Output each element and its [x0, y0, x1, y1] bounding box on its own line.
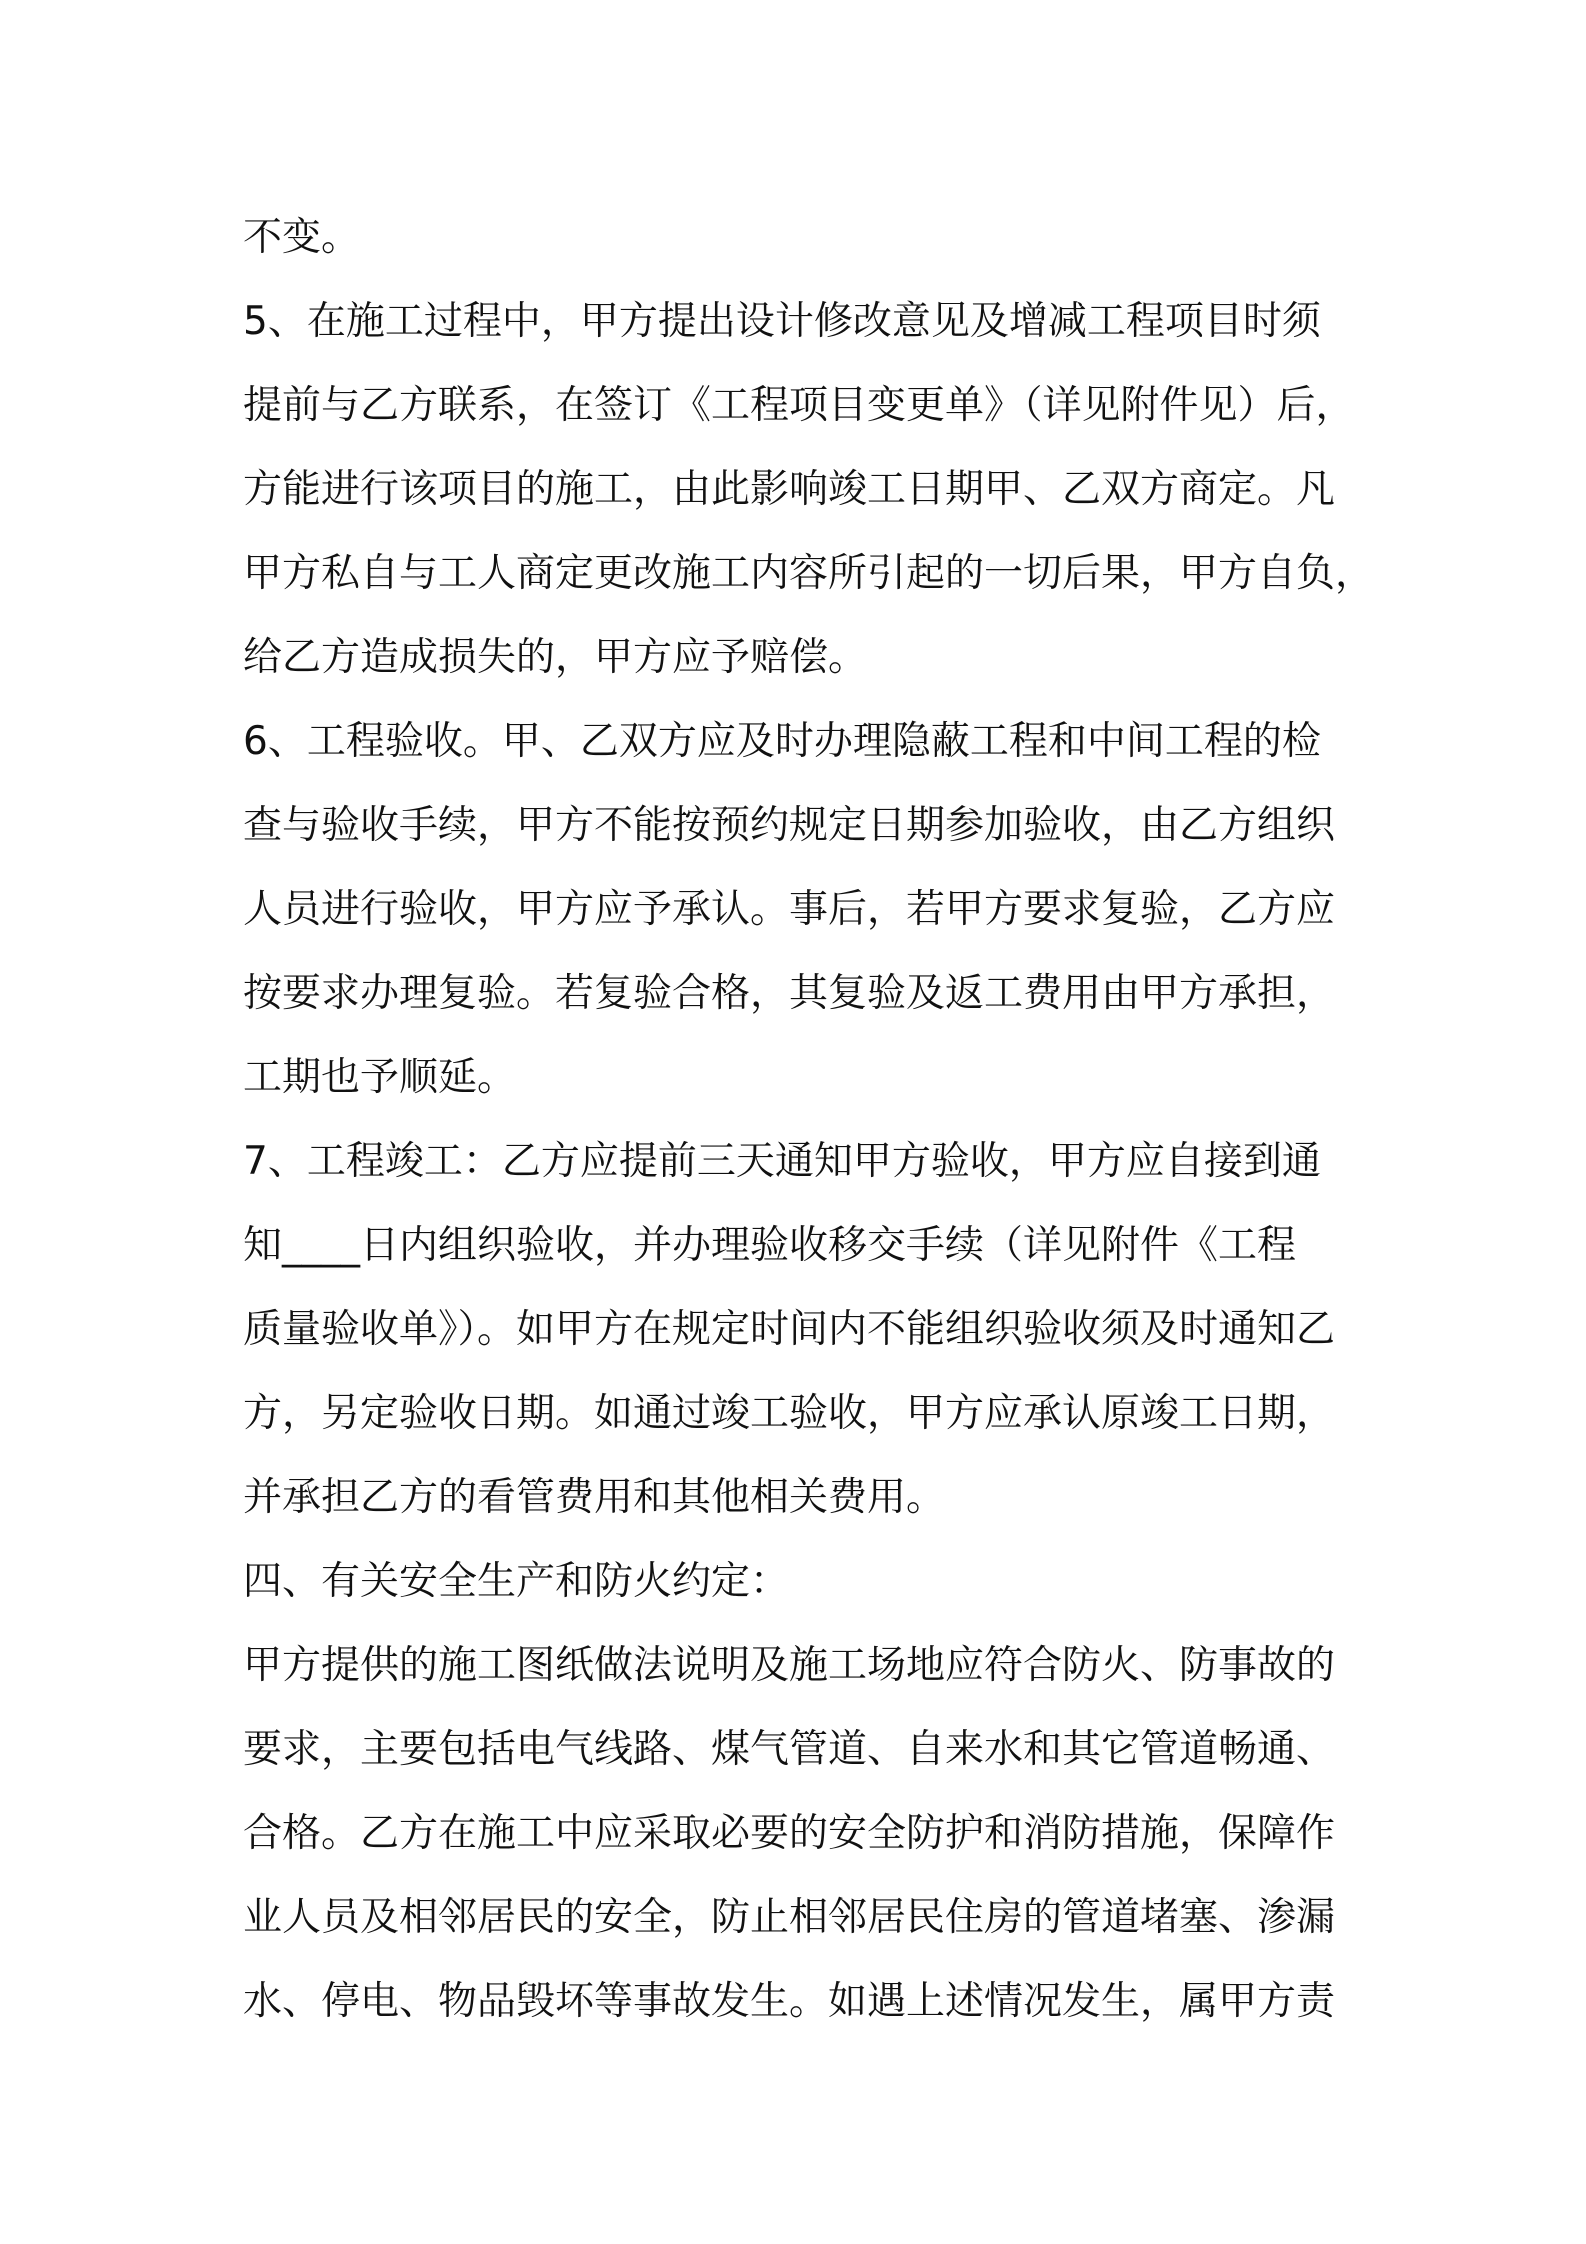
text-line: 并承担乙方的看管费用和其他相关费用。	[243, 1475, 946, 1520]
text-line: 提前与乙方联系，在签订《工程项目变更单》（详见附件见）后，	[243, 383, 1355, 428]
text-line: 7、工程竣工：乙方应提前三天通知甲方验收，甲方应自接到通	[243, 1139, 1321, 1184]
text-line: 工期也予顺延。	[243, 1055, 517, 1100]
document-body	[243, 196, 1375, 2044]
text-line: 方，另定验收日期。如通过竣工验收，甲方应承认原竣工日期，	[243, 1391, 1336, 1436]
text-line: 不变。	[243, 215, 361, 260]
text-line: 知____日内组织验收，并办理验收移交手续（详见附件《工程	[243, 1223, 1297, 1268]
text-line: 合格。乙方在施工中应采取必要的安全防护和消防措施，保障作	[243, 1811, 1336, 1856]
text-line: 质量验收单》）。如甲方在规定时间内不能组织验收须及时通知乙	[243, 1307, 1336, 1352]
text-line: 给乙方造成损失的，甲方应予赔偿。	[243, 635, 868, 680]
text-line: 6、工程验收。甲、乙双方应及时办理隐蔽工程和中间工程的检	[243, 719, 1321, 764]
text-line: 水、停电、物品毁坏等事故发生。如遇上述情况发生，属甲方责	[243, 1979, 1336, 2024]
text-line: 查与验收手续，甲方不能按预约规定日期参加验收，由乙方组织	[243, 803, 1336, 848]
text-line: 业人员及相邻居民的安全，防止相邻居民住房的管道堵塞、渗漏	[243, 1895, 1336, 1940]
text-line: 要求，主要包括电气线路、煤气管道、自来水和其它管道畅通、	[243, 1727, 1336, 1772]
text-line: 方能进行该项目的施工，由此影响竣工日期甲、乙双方商定。凡	[243, 467, 1336, 512]
text-line: 甲方提供的施工图纸做法说明及施工场地应符合防火、防事故的	[243, 1643, 1336, 1688]
text-line: 甲方私自与工人商定更改施工内容所引起的一切后果，甲方自负，	[243, 551, 1375, 596]
section-heading: 四、有关安全生产和防火约定：	[243, 1559, 790, 1604]
text-line: 人员进行验收，甲方应予承认。事后，若甲方要求复验，乙方应	[243, 887, 1336, 932]
text-line: 按要求办理复验。若复验合格，其复验及返工费用由甲方承担，	[243, 971, 1336, 1016]
text-line: 5、在施工过程中，甲方提出设计修改意见及增减工程项目时须	[243, 299, 1321, 344]
